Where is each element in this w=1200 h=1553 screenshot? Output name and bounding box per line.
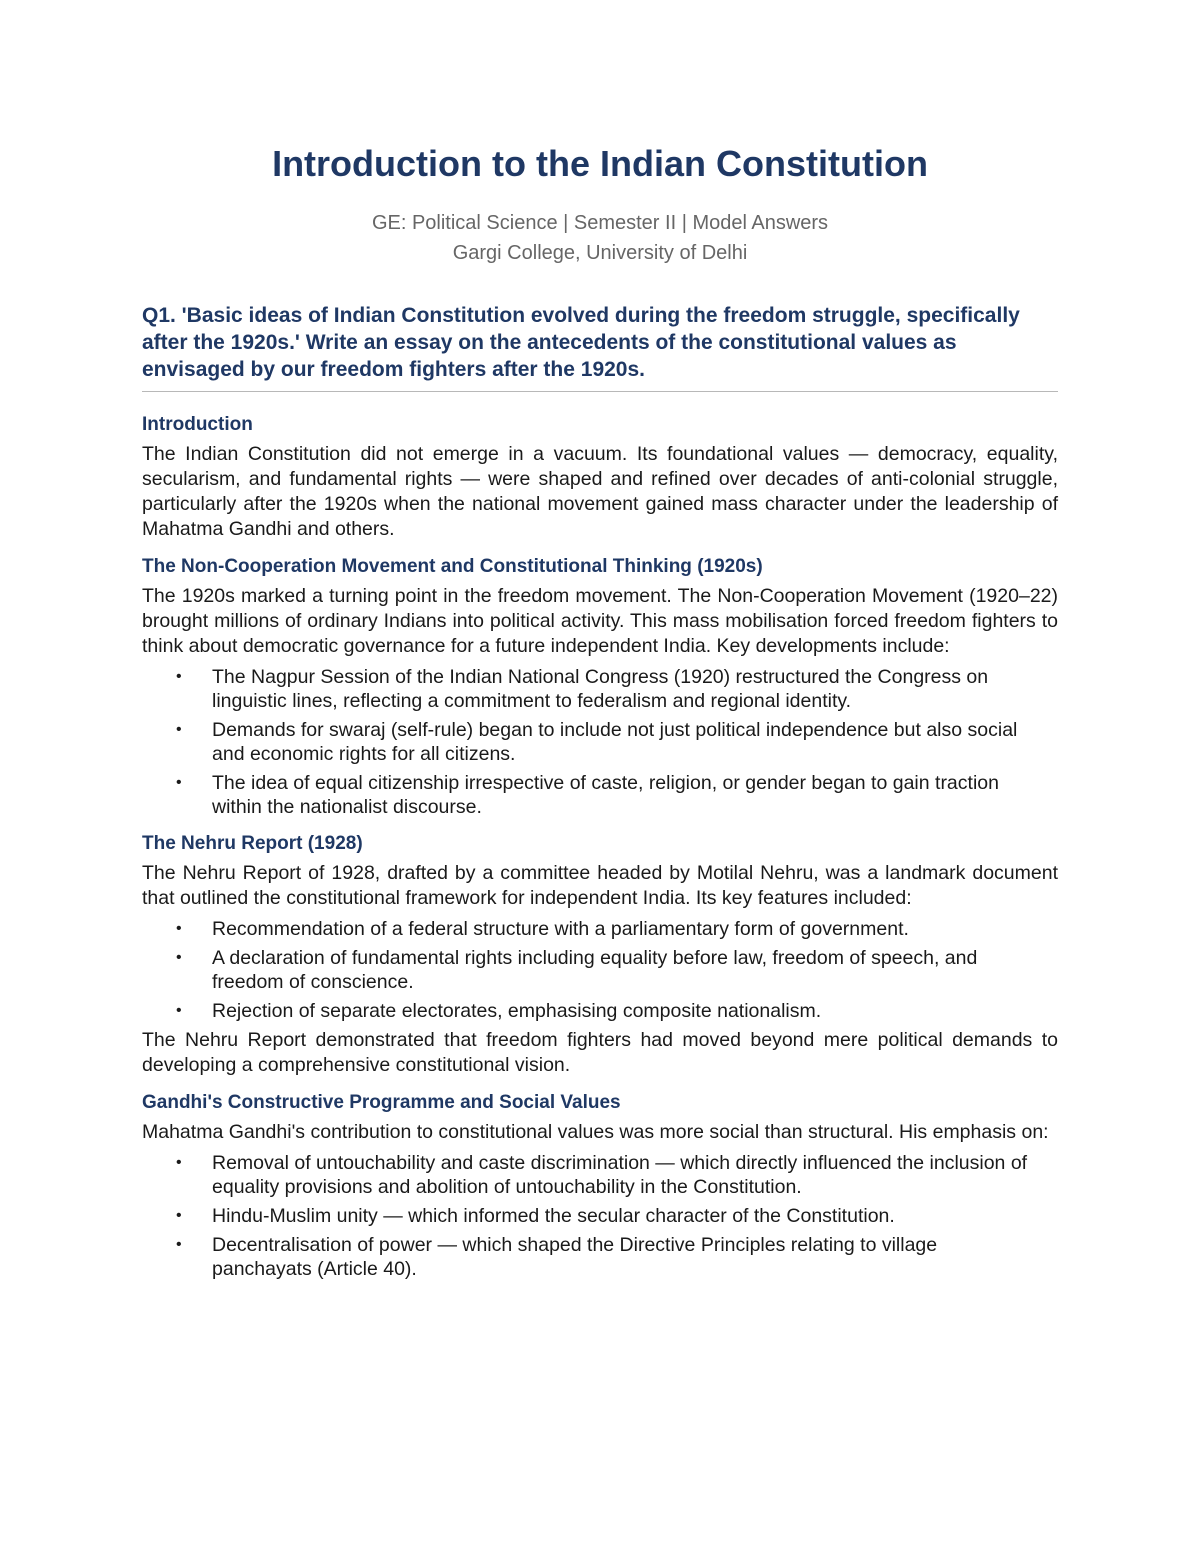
section-heading-non-cooperation: The Non-Cooperation Movement and Constitutional Thinking (1920s) [142,556,763,577]
nehru-report-closing-paragraph: The Nehru Report demonstrated that freedom fighters had moved beyond mere political demands to developing a comprehensive constitutional vision. [142,1029,1058,1076]
bullet-icon: • [176,920,182,937]
nehru-report-bullet-list [142,917,1058,1023]
bullet-icon: • [176,774,182,791]
bullet-icon: • [176,949,182,966]
list-item [142,771,1058,819]
list-item-text: Removal of untouchability and caste discrimination — which directly influenced the inclusion of equality provisions and abolition of untouchability in the Constitution. [212,1152,1028,1198]
list-item [142,1151,1058,1199]
list-item [142,665,1058,713]
list-item [142,1233,1058,1281]
gandhi-paragraph: Mahatma Gandhi's contribution to constitutional values was more social than structural. His emphasis on: [142,1121,1049,1143]
list-item [142,1204,1058,1228]
document-subtitle-course: GE: Political Science | Semester II | Model Answers [371,212,829,234]
bullet-icon: • [176,668,182,685]
list-item [142,946,1058,994]
list-item-text: The idea of equal citizenship irrespective of caste, religion, or gender began to gain traction within the nationalist discourse. [212,772,999,818]
list-item-text: A declaration of fundamental rights including equality before law, freedom of speech, and freedom of conscience. [212,947,978,993]
list-item-text: The Nagpur Session of the Indian National Congress (1920) restructured the Congress on linguistic lines, reflecting a commitment to federalism and regional identity. [212,666,989,712]
gandhi-bullet-list [142,1151,1058,1281]
nehru-report-paragraph: The Nehru Report of 1928, drafted by a committee headed by Motilal Nehru, was a landmark document that outlined the constitutional framework for independent India. Its key features included: [142,862,1058,909]
list-item [142,917,1058,941]
non-cooperation-bullet-list [142,665,1058,819]
list-item-text: Hindu-Muslim unity — which informed the secular character of the Constitution. [212,1205,895,1227]
list-item-text: Rejection of separate electorates, emphasising composite nationalism. [212,1000,822,1022]
list-item [142,718,1058,766]
document-title: Introduction to the Indian Constitution [272,143,928,184]
list-item-text: Recommendation of a federal structure with a parliamentary form of government. [212,918,909,940]
non-cooperation-paragraph: The 1920s marked a turning point in the freedom movement. The Non-Cooperation Movement (1920–22) brought millions of ordinary Indians into political activity. This mass mobilisation forced freedom fighters to think about democratic governance for a future independent India. Key developments include: [142,585,1058,657]
bullet-icon: • [176,1207,182,1224]
section-heading-introduction: Introduction [142,414,253,435]
introduction-paragraph: The Indian Constitution did not emerge in a vacuum. Its foundational values — democracy, equality, secularism, and fundamental rights — were shaped and refined over decades of anti-colonial struggle, particularly after the 1920s when the national movement gained mass character under the leadership of Mahatma Gandhi and others. [142,443,1058,540]
list-item-text: Demands for swaraj (self-rule) began to include not just political independence but also social and economic rights for all citizens. [212,719,1018,765]
section-heading-gandhi: Gandhi's Constructive Programme and Social Values [142,1092,621,1113]
bullet-icon: • [176,1236,182,1253]
bullet-icon: • [176,1154,182,1171]
document-subtitle-college: Gargi College, University of Delhi [452,242,748,264]
bullet-icon: • [176,721,182,738]
section-heading-nehru-report: The Nehru Report (1928) [142,833,363,854]
list-item [142,999,1058,1023]
question-heading: Q1. 'Basic ideas of Indian Constitution evolved during the freedom struggle, specifically after the 1920s.' Write an essay on the antecedents of the constitutional values as envisaged by our freedom fighters after the 1920s. [142,302,1058,392]
bullet-icon: • [176,1002,182,1019]
list-item-text: Decentralisation of power — which shaped the Directive Principles relating to village panchayats (Article 40). [212,1234,938,1280]
